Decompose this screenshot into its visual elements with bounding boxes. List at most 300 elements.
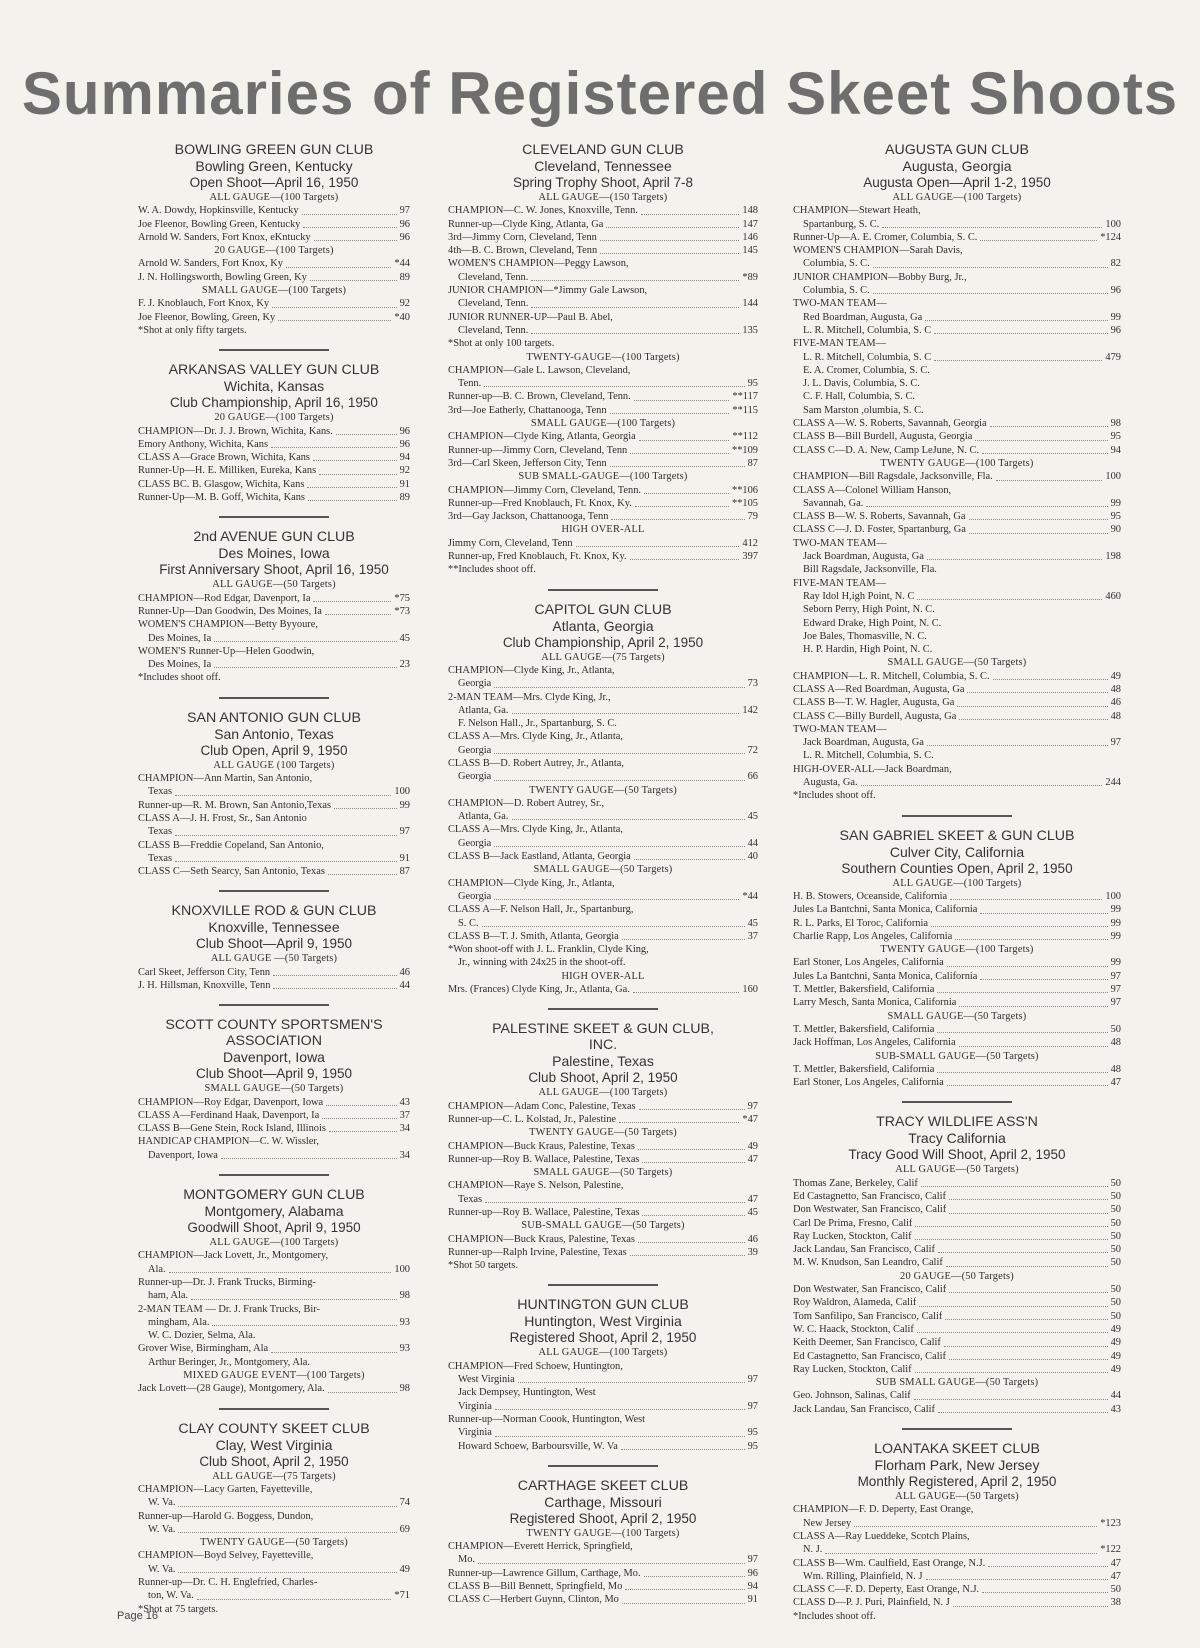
entry-score-row (448, 297, 758, 310)
result-entry (793, 970, 1121, 983)
entry-name: CHAMPION—Raye S. Nelson, Palestine, (448, 1180, 624, 1192)
entry-name-continued: Tenn. (458, 378, 482, 390)
entry-name: Ed Castagnetto, San Francisco, Calif (793, 1191, 946, 1202)
result-entry (448, 1246, 758, 1259)
entry-name: R. L. Parks, El Toroc, California (793, 917, 929, 929)
result-entry (793, 1596, 1121, 1609)
score: 100 (394, 1263, 410, 1275)
entry-name-continued: Georgia (458, 771, 492, 783)
result-entry (138, 839, 410, 866)
entry-score-row (138, 966, 410, 979)
club-location: Carthage, Missouri (544, 1493, 662, 1510)
result-entry (793, 1310, 1121, 1323)
page-number: Page 16 (117, 1610, 158, 1622)
entry-name: CLASS A—Colonel William Hanson, (793, 484, 952, 496)
dot-leader (336, 434, 397, 435)
entry-name: 2-MAN TEAM — Dr. J. Frank Trucks, Bir- (138, 1303, 321, 1315)
result-entry (448, 390, 758, 403)
club-name: 2nd AVENUE GUN CLUB (193, 529, 355, 546)
club-location: Atlanta, Georgia (552, 617, 654, 634)
entry-name: Arnold W. Sanders, Fort Knox, Ky (138, 258, 283, 270)
score: *122 (1100, 1544, 1121, 1556)
entry-name: CLASS B—Gene Stein, Rock Island, Illinois (138, 1123, 326, 1135)
event-title: First Anniversary Shoot, April 16, 1950 (159, 562, 389, 578)
result-entry (793, 1363, 1121, 1376)
dot-leader (197, 1599, 392, 1600)
entry-name: JUNIOR CHAMPION—Bobby Burg, Jr., (793, 271, 967, 283)
dot-leader (625, 1589, 744, 1590)
dot-leader (945, 1319, 1107, 1320)
entry-score-row (138, 1496, 410, 1509)
result-entry (138, 618, 410, 645)
dot-leader (328, 874, 397, 875)
entry-name: Thomas Zane, Berkeley, Calif (793, 1177, 918, 1189)
dot-leader (634, 400, 730, 401)
entry-name: T. Mettler, Bakersfield, California (793, 1023, 935, 1035)
gauge-heading: 20 GAUGE—(100 Targets) (214, 412, 334, 424)
entry-name: Emory Anthony, Wichita, Kans (138, 438, 269, 450)
entry-note: Edward Drake, High Point, N. C. (803, 617, 942, 629)
result-entry (448, 1206, 758, 1219)
entry-score-row (448, 244, 758, 257)
score: 45 (747, 811, 758, 823)
entry-name: Tom Sanfilipo, San Francisco, Calif (793, 1310, 943, 1322)
dot-leader (641, 214, 740, 215)
result-entry (448, 1580, 758, 1593)
result-entry (448, 510, 758, 523)
entry-score-row (138, 825, 410, 838)
gauge-heading: SUB SMALL GAUGE—(50 Targets) (875, 1377, 1039, 1389)
dot-leader (949, 1359, 1108, 1360)
score: 82 (1110, 258, 1121, 270)
result-entry (138, 491, 410, 504)
entry-score-row (793, 917, 1121, 930)
entry-score-row (793, 470, 1121, 483)
club-name-continued: ASSOCIATION (226, 1033, 322, 1050)
dot-leader (921, 1186, 1108, 1187)
dot-leader (271, 447, 397, 448)
entry-name-continued: Ala. (148, 1263, 166, 1275)
result-entry (793, 510, 1121, 523)
club-name: LOANTAKA SKEET CLUB (874, 1441, 1040, 1458)
entry-note: Jr., winning with 24x25 in the shoot-off. (458, 957, 626, 969)
gauge-heading: ALL GAUGE—(50 Targets) (212, 579, 336, 591)
entry-name: CLASS B—W. S. Roberts, Savannah, Ga (793, 511, 966, 523)
section-divider (219, 1174, 329, 1176)
entry-score-row (793, 1230, 1121, 1243)
club-name: KNOXVILLE ROD & GUN CLUB (171, 903, 377, 920)
entry-score-row (448, 550, 758, 563)
dot-leader (622, 939, 745, 940)
dot-leader (175, 861, 397, 862)
entry-score-row (793, 218, 1121, 231)
entry-score-row (448, 1440, 758, 1453)
club-name: ARKANSAS VALLEY GUN CLUB (168, 362, 380, 379)
entry-score-row (138, 1563, 410, 1576)
result-entry (138, 438, 410, 451)
result-entry (138, 799, 410, 812)
section-divider (548, 1008, 658, 1010)
entry-score-row (448, 837, 758, 850)
entry-score-row (448, 704, 758, 717)
score: 479 (1105, 351, 1121, 363)
entry-score-row (793, 1076, 1121, 1089)
score: 46 (747, 1233, 758, 1245)
dot-leader (982, 453, 1108, 454)
score: 96 (399, 425, 410, 437)
entry-name: Wm. Rilling, Plainfield, N. J (803, 1570, 923, 1582)
entry-name: CLASS A—Ray Lueddeke, Scotch Plains, (793, 1530, 970, 1542)
entry-name: WOMEN'S CHAMPION—Betty Byyoure, (138, 619, 318, 631)
entry-score-row (793, 1310, 1121, 1323)
score: 49 (1110, 1363, 1121, 1375)
gauge-heading: SMALL GAUGE—(50 Targets) (887, 657, 1027, 669)
result-entry (793, 484, 1121, 511)
score: 93 (399, 1316, 410, 1328)
entry-score-row (448, 983, 758, 996)
entry-score-row (448, 930, 758, 943)
score: 48 (1110, 1037, 1121, 1049)
dot-leader (576, 546, 740, 547)
entry-name: Joe Fleenor, Bowling, Green, Ky (138, 311, 276, 323)
event-title: Augusta Open—April 1-2, 1950 (863, 175, 1051, 190)
score: 96 (399, 231, 410, 243)
club-section (138, 142, 410, 337)
entry-score-row (793, 710, 1121, 723)
entry-score-row (138, 1122, 410, 1135)
entry-note: *Includes shoot off. (138, 672, 221, 684)
club-section (138, 1017, 410, 1162)
result-entry (448, 1179, 758, 1206)
entry-score-row (138, 1342, 410, 1355)
entry-name: Earl Stoner, Los Angeles, California (793, 1077, 944, 1089)
event-title: Goodwill Shoot, April 9, 1950 (187, 1220, 361, 1236)
entry-score-row (138, 799, 410, 812)
entry-name-continued: Georgia (458, 744, 492, 756)
entry-name: Don Westwater, San Francisco, Calif (793, 1284, 947, 1296)
entry-name: Jimmy Corn, Cleveland, Tenn (448, 537, 573, 549)
entry-name-continued: Spartanburg, S. C. (803, 218, 880, 230)
result-entry (448, 1100, 758, 1113)
result-entry (448, 550, 758, 563)
dot-leader (917, 599, 1102, 600)
score: 79 (747, 511, 758, 523)
dot-leader (630, 1255, 745, 1256)
club-section (448, 602, 758, 997)
dot-leader (630, 453, 729, 454)
result-entry (448, 284, 758, 311)
dot-leader (619, 1122, 739, 1123)
entry-name: Virginia (458, 1400, 492, 1412)
entry-name: CLASS A—Grace Brown, Wichita, Kans (138, 452, 310, 464)
dot-leader (531, 307, 739, 308)
score: 98 (399, 1383, 410, 1395)
score: 50 (1110, 1284, 1121, 1296)
result-entry (448, 1113, 758, 1126)
score: 49 (1110, 670, 1121, 682)
gauge-heading: TWENTY GAUGE—(100 Targets) (880, 944, 1034, 956)
gauge-heading: TWENTY GAUGE—(100 Targets) (880, 457, 1034, 469)
entry-name: Runner-up—Norman Coook, Huntington, West (448, 1413, 646, 1425)
result-entry (138, 297, 410, 310)
section-divider (219, 349, 329, 351)
entry-score-row (793, 1283, 1121, 1296)
result-entry (448, 850, 758, 863)
entry-score-row (448, 218, 758, 231)
entry-name-continued: Cleveland, Tenn. (458, 324, 529, 336)
score: 98 (1110, 418, 1121, 430)
score: 87 (399, 866, 410, 878)
entry-note: TWO-MAN TEAM— (793, 723, 887, 735)
result-entry (793, 890, 1121, 903)
result-entry (793, 996, 1121, 1009)
entry-note: FIVE-MAN TEAM— (793, 338, 887, 350)
result-entry (793, 1557, 1121, 1570)
entry-score-row (793, 523, 1121, 536)
entry-name: 3rd—Carl Skeen, Jefferson City, Tenn (448, 457, 607, 469)
entry-name-continued: Mo. (458, 1554, 476, 1566)
score: 97 (747, 1100, 758, 1112)
dot-leader (178, 1532, 396, 1533)
result-entry (448, 311, 758, 338)
dot-leader (600, 253, 739, 254)
result-entry (793, 1177, 1121, 1190)
dot-leader (854, 1526, 1097, 1527)
entry-score-row (448, 430, 758, 443)
result-entry (793, 550, 1121, 563)
result-entry (448, 691, 758, 718)
entry-name-continued: Cleveland, Tenn. (458, 298, 529, 310)
entry-name-continued: Des Moines, Ia (148, 659, 212, 671)
score: 148 (742, 205, 758, 217)
score: *75 (394, 592, 410, 604)
entry-note: Jack Dempsey, Huntington, West (458, 1387, 596, 1399)
score: *73 (394, 605, 410, 617)
entry-name: Runner-up—Fred Knoblauch, Ft. Knox, Ky. (448, 497, 632, 509)
entry-name: CHAMPION—D. Robert Autrey, Sr., (448, 797, 605, 809)
section-divider (902, 1101, 1012, 1103)
result-entry (793, 1230, 1121, 1243)
club-location: Huntington, West Virginia (524, 1313, 682, 1330)
entry-name: CLASS C—Seth Searcy, San Antonio, Texas (138, 866, 325, 878)
entry-score-row (793, 257, 1121, 270)
score: 160 (742, 984, 758, 996)
score: 95 (747, 1427, 758, 1439)
result-entry (448, 364, 758, 391)
result-entry (793, 351, 1121, 364)
dot-leader (633, 992, 740, 993)
score: 397 (742, 551, 758, 563)
result-entry (448, 1360, 758, 1387)
score: 50 (1110, 1257, 1121, 1269)
dot-leader (915, 1226, 1107, 1227)
dot-leader (272, 307, 397, 308)
dot-leader (937, 1072, 1107, 1073)
dot-leader (221, 1158, 397, 1159)
club-section (448, 1297, 758, 1452)
entry-name: F. J. Knoblauch, Fort Knox, Ky (138, 298, 270, 310)
dot-leader (882, 227, 1102, 228)
entry-name: CLASS B—Freddie Copeland, San Antonio, (138, 839, 324, 851)
gauge-heading: TWENTY GAUGE—(50 Targets) (200, 1537, 348, 1549)
entry-name: Red Boardman, Augusta, Ga (803, 311, 923, 323)
score: 48 (1110, 683, 1121, 695)
result-entry (793, 917, 1121, 930)
score: 135 (742, 324, 758, 336)
entry-name-continued: N. J. (803, 1544, 823, 1556)
result-entry (138, 772, 410, 799)
dot-leader (622, 1603, 745, 1604)
entry-score-row (448, 390, 758, 403)
entry-name: HIGH-OVER-ALL—Jack Boardman, (793, 763, 952, 775)
entry-name: W. A. Dowdy, Hopkinsville, Kentucky (138, 205, 299, 217)
score: 46 (399, 966, 410, 978)
entry-name: Runner-up—Dr. J. Frank Trucks, Birming- (138, 1276, 316, 1288)
dot-leader (494, 753, 744, 754)
entry-name: CLASS A—Mrs. Clyde King, Jr., Atlanta, (448, 824, 623, 836)
dot-leader (494, 780, 744, 781)
club-name: HUNTINGTON GUN CLUB (517, 1297, 689, 1314)
entry-score-row (793, 417, 1121, 430)
entry-name: Larry Mesch, Santa Monica, California (793, 997, 957, 1009)
result-entry (448, 983, 758, 996)
result-entry (138, 1122, 410, 1135)
result-entry (138, 1109, 410, 1122)
column-3 (793, 142, 1121, 1623)
gauge-heading: TWENTY-GAUGE—(100 Targets) (526, 351, 680, 363)
score: *40 (394, 311, 410, 323)
entry-score-row (793, 510, 1121, 523)
score: 99 (1110, 957, 1121, 969)
result-entry (793, 231, 1121, 244)
entry-name-continued: S. C. (458, 917, 479, 929)
score: 97 (1110, 984, 1121, 996)
dot-leader (639, 440, 730, 441)
event-title: Registered Shoot, April 2, 1950 (509, 1330, 697, 1346)
dot-leader (934, 333, 1107, 334)
entry-note: Bill Ragsdale, Jacksonville, Fla. (803, 564, 937, 576)
result-entry (448, 1593, 758, 1606)
score: *89 (742, 271, 758, 283)
dot-leader (642, 1215, 744, 1216)
score: 49 (399, 1563, 410, 1575)
event-title: Southern Counties Open, April 2, 1950 (841, 860, 1073, 876)
result-entry (448, 457, 758, 470)
score: 38 (1110, 1597, 1121, 1609)
result-entry (793, 983, 1121, 996)
dot-leader (310, 280, 397, 281)
entry-note: *Shot at only 100 targets. (448, 338, 555, 350)
entry-name: Grover Wise, Birmingham, Ala (138, 1343, 269, 1355)
result-entry (793, 590, 1121, 603)
entry-note: C. F. Hall, Columbia, S. C. (803, 391, 916, 403)
entry-name: Charlie Rapp, Los Angeles, California (793, 930, 953, 942)
score: *44 (742, 890, 758, 902)
club-location: Knoxville, Tennessee (208, 919, 340, 936)
dot-leader (175, 795, 391, 796)
event-title: Spring Trophy Shoot, April 7-8 (512, 175, 694, 190)
entry-score-row (448, 1206, 758, 1219)
result-entry (793, 956, 1121, 969)
score: 90 (1110, 524, 1121, 536)
dot-leader (214, 641, 396, 642)
dot-leader (169, 1272, 392, 1273)
score: 47 (1110, 1557, 1121, 1569)
result-entry (138, 257, 410, 270)
dot-leader (278, 320, 391, 321)
entry-name-continued: Savannah, Ga. (803, 497, 864, 509)
score: 93 (399, 1343, 410, 1355)
dot-leader (334, 808, 397, 809)
entry-score-row (138, 852, 410, 865)
entry-name-continued: Atlanta, Ga. (458, 704, 509, 716)
result-entry (793, 1336, 1121, 1349)
score: 50 (1110, 1023, 1121, 1035)
entry-score-row (793, 1350, 1121, 1363)
gauge-heading: HIGH OVER-ALL (561, 970, 645, 982)
score: 460 (1105, 590, 1121, 602)
result-entry (138, 218, 410, 231)
entry-name: CLASS BC. B. Glasgow, Wichita, Kans (138, 478, 305, 490)
score: 97 (747, 1554, 758, 1566)
entry-name: CLASS B—Bill Bennett, Springfield, Mo (448, 1581, 623, 1593)
score: 48 (1110, 710, 1121, 722)
entry-score-row (138, 632, 410, 645)
entry-score-row (448, 537, 758, 550)
entry-score-row (138, 605, 410, 618)
score: **115 (732, 404, 758, 416)
entry-name: CLASS A—Mrs. Clyde King, Jr., Atlanta, (448, 731, 623, 743)
result-entry (448, 218, 758, 231)
entry-name: Arnold W. Sanders, Fort Knox, eKntucky (138, 231, 311, 243)
entry-score-row (793, 996, 1121, 1009)
entry-note: TWO-MAN TEAM— (793, 298, 887, 310)
gauge-heading: SMALL GAUGE—(50 Targets) (204, 1083, 344, 1095)
dot-leader (495, 1436, 745, 1437)
entry-note: J. L. Davis, Columbia, S. C. (803, 378, 920, 390)
club-location: Palestine, Texas (552, 1053, 654, 1070)
club-location: Augusta, Georgia (902, 158, 1012, 174)
dot-leader (611, 519, 744, 520)
score: 74 (399, 1497, 410, 1509)
gauge-heading: ALL GAUGE—(50 Targets) (895, 1164, 1019, 1176)
entry-score-row (138, 231, 410, 244)
score: 50 (1110, 1584, 1121, 1596)
entry-name: CLASS C—D. A. New, Camp LeJune, N. C. (793, 444, 980, 456)
score: 37 (399, 1109, 410, 1121)
club-name-continued: INC. (588, 1037, 618, 1054)
score: 89 (399, 492, 410, 504)
club-location: Montgomery, Alabama (204, 1203, 344, 1220)
entry-score-row (448, 1100, 758, 1113)
event-title: Tracy Good Will Shoot, April 2, 1950 (848, 1147, 1066, 1163)
entry-score-row (793, 550, 1121, 563)
section-divider (548, 1284, 658, 1286)
entry-name-continued: Virginia (458, 1427, 492, 1439)
entry-score-row (448, 497, 758, 510)
dot-leader (485, 1202, 745, 1203)
gauge-heading: ALL GAUGE —(50 Targets) (210, 953, 338, 965)
dot-leader (988, 1566, 1107, 1567)
score: 96 (1110, 285, 1121, 297)
dot-leader (175, 835, 397, 836)
score: 50 (1110, 1310, 1121, 1322)
entry-score-row (793, 1203, 1121, 1216)
result-entry (138, 1576, 410, 1603)
club-location: Cleveland, Tennessee (534, 158, 672, 174)
entry-score-row (448, 770, 758, 783)
dot-leader (494, 899, 739, 900)
